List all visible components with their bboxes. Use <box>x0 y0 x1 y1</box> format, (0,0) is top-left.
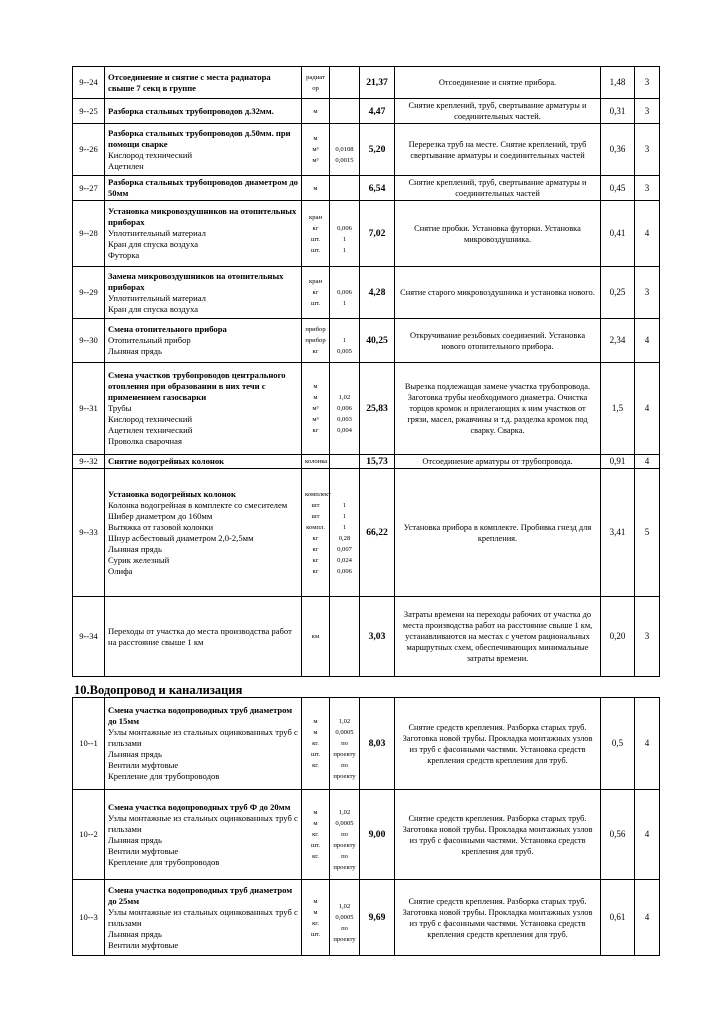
unit-cell <box>302 319 330 363</box>
table-row <box>73 469 660 597</box>
material-name: Узлы монтажные из стальных оцинкованных труб с гильзами <box>108 906 298 928</box>
table-row <box>73 319 660 363</box>
quantity-value <box>333 183 356 194</box>
coefficient: 0,31 <box>601 99 635 124</box>
worker-grade: 3 <box>635 597 660 677</box>
unit-value: м³ <box>312 146 319 153</box>
time-rate: 9,00 <box>360 790 395 880</box>
item-code: 9--33 <box>73 469 105 597</box>
quantity-value: 0,006 <box>337 567 352 575</box>
quantity-cell <box>330 319 360 363</box>
quantity-value: по проекту <box>333 831 356 849</box>
time-rate: 7,02 <box>360 201 395 267</box>
item-code: 9--27 <box>73 176 105 201</box>
unit-cell <box>302 469 330 597</box>
work-content: Снятие средств крепления. Разборка старых труб. Заготовка новой трубы. Прокладка монтажных узлов из труб с фасонными частями. Установка средств крепления для труб. <box>395 790 601 880</box>
table-row <box>73 597 660 677</box>
material-name: Льняная прядь <box>108 928 162 939</box>
work-title: Разборка стальных трубопроводов д.32мм. <box>108 105 274 116</box>
time-rate: 6,54 <box>360 176 395 201</box>
table-row <box>73 455 660 469</box>
quantity-value: по проекту <box>333 762 356 780</box>
quantity-value <box>333 324 356 335</box>
quantity-value <box>333 212 356 223</box>
item-code: 9--25 <box>73 99 105 124</box>
quantity-value <box>333 276 356 287</box>
work-content: Снятие пробки. Установка футорки. Установка микровоздушника. <box>395 201 601 267</box>
unit-value: кг <box>312 427 319 434</box>
work-content: Вырезка подлежащая замене участка трубопровода. Заготовка трубы необходимого диаметра. Очистка торцов кромок и прилегающих к ним участков от грязи, масел, ржавчины и т.д. разделка кромок под сварку. Сварка. <box>395 363 601 455</box>
quantity-cell <box>330 267 360 319</box>
item-code: 9--24 <box>73 67 105 99</box>
material-name: Крепление для трубопроводов <box>108 856 220 867</box>
unit-value: кг. <box>312 853 319 860</box>
work-content: Перерезка труб на месте. Снятие креплений, труб свертывание арматуры и соединительных частей <box>395 124 601 176</box>
material-name: Вентили муфтовые <box>108 760 179 770</box>
quantity-value: 1 <box>342 246 347 254</box>
worker-grade: 4 <box>635 319 660 363</box>
quantity-cell <box>330 698 360 790</box>
quantity-value: 0,005 <box>337 348 352 355</box>
unit-value: кг <box>312 348 319 355</box>
quantity-value <box>333 106 356 117</box>
item-code: 10--2 <box>73 790 105 880</box>
unit-cell <box>302 201 330 267</box>
unit-value: м <box>313 908 318 916</box>
work-title: Разборка стальных трубопроводов д.50мм. при помощи сварке <box>108 127 291 149</box>
item-code: 9--29 <box>73 267 105 319</box>
work-content: Снятие креплений, труб, свертывание арматуры и соединительных частей. <box>395 99 601 124</box>
material-name: Узлы монтажные из стальных оцинкованных труб с гильзами <box>108 812 298 834</box>
unit-cell <box>302 455 330 469</box>
unit-value: кг <box>312 567 319 575</box>
material-name: Вентили муфтовые <box>108 845 179 856</box>
work-description-cell <box>105 597 302 677</box>
unit-value: кг. <box>312 919 319 927</box>
quantity-value: 0,007 <box>337 545 352 553</box>
work-description-cell <box>105 267 302 319</box>
work-title: Смена отопительного прибора <box>108 324 227 334</box>
work-content: Снятие старого микровоздушника и установка нового. <box>395 267 601 319</box>
quantity-value: 0,0005 <box>335 914 354 921</box>
unit-value: кг. <box>312 831 319 838</box>
unit-cell <box>302 267 330 319</box>
quantity-value: 1 <box>342 501 347 509</box>
quantity-value <box>333 890 356 901</box>
item-code: 9--34 <box>73 597 105 677</box>
unit-cell <box>302 698 330 790</box>
unit-value: м³ <box>312 416 319 423</box>
quantity-cell <box>330 201 360 267</box>
coefficient: 0,20 <box>601 597 635 677</box>
work-description-cell <box>105 790 302 880</box>
time-rate: 3,03 <box>360 597 395 677</box>
material-name: Шнур асбестовый диаметром 2,0-2,5мм <box>108 532 254 543</box>
quantity-value: 0,0015 <box>335 157 354 164</box>
worker-grade: 3 <box>635 67 660 99</box>
quantity-value: 1 <box>342 235 347 243</box>
unit-value: кран <box>309 278 322 285</box>
quantity-cell <box>330 469 360 597</box>
quantity-value: 1,02 <box>338 718 351 725</box>
time-rate: 25,83 <box>360 363 395 455</box>
unit-value: кг <box>312 224 319 232</box>
material-name: Олифа <box>108 565 133 576</box>
quantity-cell <box>330 597 360 677</box>
work-description-cell <box>105 469 302 597</box>
coefficient: 0,61 <box>601 880 635 956</box>
work-description-cell <box>105 698 302 790</box>
table-row <box>73 790 660 880</box>
coefficient: 0,91 <box>601 455 635 469</box>
quantity-value: 1 <box>342 512 347 520</box>
worker-grade: 4 <box>635 790 660 880</box>
material-name: Крепление для трубопроводов <box>108 771 220 781</box>
quantity-value: 0,006 <box>337 405 352 412</box>
quantity-value <box>333 381 356 392</box>
unit-cell <box>302 124 330 176</box>
unit-value: кг. <box>312 762 319 769</box>
time-rate: 5,20 <box>360 124 395 176</box>
coefficient: 1,48 <box>601 67 635 99</box>
work-description-cell <box>105 124 302 176</box>
unit-value: м <box>313 809 318 816</box>
unit-value: м <box>313 897 318 905</box>
work-description-cell <box>105 455 302 469</box>
time-rate: 8,03 <box>360 698 395 790</box>
quantity-cell <box>330 455 360 469</box>
quantity-value <box>333 456 356 467</box>
unit-cell <box>302 363 330 455</box>
section-title: 10.Водопровод и канализация <box>74 683 243 697</box>
work-description-cell <box>105 201 302 267</box>
work-content: Затраты времени на переходы рабочих от участка до места производства работ на расстояние свыше 1 км, устанавливаются на местах с учетом рациональных маршрутных схем, обеспечивающих минимальные затраты времени. <box>395 597 601 677</box>
unit-value: кг <box>312 534 319 542</box>
work-title: Смена участка водопроводных труб Ф до 20мм <box>108 801 291 812</box>
material-name: Колонка водогрейная в комплекте со смесителем <box>108 499 288 510</box>
unit-value: шт. <box>310 246 321 254</box>
unit-value: шт. <box>310 842 321 849</box>
material-name: Ацетилен технический <box>108 425 193 435</box>
coefficient: 1,5 <box>601 363 635 455</box>
material-name: Кислород технический <box>108 149 193 160</box>
quantity-value: 0,006 <box>337 224 352 232</box>
unit-cell <box>302 99 330 124</box>
quantity-value: 1 <box>342 300 347 307</box>
quantity-cell <box>330 99 360 124</box>
worker-grade: 5 <box>635 469 660 597</box>
quantity-value <box>333 705 356 716</box>
table-row <box>73 67 660 99</box>
material-name: Льняная прядь <box>108 346 162 356</box>
quantity-value <box>333 489 356 500</box>
quantity-value <box>333 133 356 144</box>
work-description-cell <box>105 99 302 124</box>
unit-cell <box>302 176 330 201</box>
work-description-cell <box>105 880 302 956</box>
quantity-cell <box>330 363 360 455</box>
material-name: Льняная прядь <box>108 543 162 554</box>
quantity-value: 1 <box>342 337 347 344</box>
material-name: Переходы от участка до места производства работ на расстояние свыше 1 км <box>108 625 292 647</box>
quantity-cell <box>330 67 360 99</box>
time-rate: 9,69 <box>360 880 395 956</box>
work-title: Смена участка водопроводных труб диаметром до 15мм <box>108 705 293 726</box>
time-rate: 15,73 <box>360 455 395 469</box>
work-title: Смена участка водопроводных труб диаметром до 25мм <box>108 884 293 906</box>
material-name: Льняная прядь <box>108 834 162 845</box>
quantity-value <box>333 796 356 807</box>
unit-value: м <box>313 820 318 827</box>
quantity-value: по проекту <box>333 853 356 871</box>
material-name: Узлы монтажные из стальных оцинкованных труб с гильзами <box>108 727 298 748</box>
unit-value: кран <box>309 213 322 221</box>
work-title: Смена участков трубопроводов центрального отопления при образовании в них течи с применением газосварки <box>108 370 286 402</box>
unit-value: кг <box>312 289 319 296</box>
table-row <box>73 176 660 201</box>
work-content: Снятие креплений, труб, свертывание арматуры и соединительных частей <box>395 176 601 201</box>
unit-value: шт <box>311 501 320 509</box>
unit-value: м <box>313 135 318 142</box>
work-description-cell <box>105 319 302 363</box>
work-content: Отсоединение и снятие прибора. <box>395 67 601 99</box>
coefficient: 3,41 <box>601 469 635 597</box>
unit-cell <box>302 790 330 880</box>
quantity-cell <box>330 790 360 880</box>
material-name: Кран для спуска воздуха <box>108 239 199 249</box>
quantity-value <box>333 631 356 642</box>
unit-cell <box>302 880 330 956</box>
quantity-cell <box>330 124 360 176</box>
norms-table-heating <box>72 66 660 677</box>
item-code: 9--26 <box>73 124 105 176</box>
time-rate: 40,25 <box>360 319 395 363</box>
worker-grade: 3 <box>635 124 660 176</box>
unit-value: м <box>313 383 318 390</box>
quantity-value: 1,02 <box>338 903 351 910</box>
material-name: Кислород технический <box>108 414 193 424</box>
quantity-value: 0,0005 <box>335 820 354 827</box>
quantity-value <box>333 77 356 88</box>
unit-value: прибор <box>305 326 326 333</box>
table-row <box>73 267 660 319</box>
unit-value: шт <box>311 512 320 520</box>
work-description-cell <box>105 176 302 201</box>
material-name: Проволка сварочная <box>108 436 182 446</box>
work-content: Снятие средств крепления. Разборка старых труб. Заготовка новой трубы. Прокладка монтажных узлов из труб с фасонными частями. Установка средств крепления средств крепления для труб. <box>395 880 601 956</box>
work-title: Замена микровоздушников на отопительных приборах <box>108 270 284 292</box>
coefficient: 0,25 <box>601 267 635 319</box>
worker-grade: 3 <box>635 267 660 319</box>
work-title: Разборка стальных трубопроводов диаметром до 50мм <box>108 177 298 198</box>
material-name: Льняная прядь <box>108 749 162 759</box>
work-title: Отсоединение и снятие с места радиатора свыше 7 секц в группе <box>108 71 271 93</box>
quantity-value: 1 <box>342 523 347 531</box>
table-row <box>73 124 660 176</box>
quantity-cell <box>330 880 360 956</box>
unit-value: кг <box>312 556 319 564</box>
quantity-value: по проекту <box>333 740 356 758</box>
worker-grade: 3 <box>635 176 660 201</box>
unit-value: прибор <box>305 337 326 344</box>
unit-value: м <box>313 184 318 192</box>
item-code: 10--3 <box>73 880 105 956</box>
table-row <box>73 880 660 956</box>
table-row <box>73 99 660 124</box>
unit-value: шт. <box>310 930 321 938</box>
material-name: Уплотнительный материал <box>108 228 206 238</box>
unit-value: шт. <box>310 751 321 758</box>
worker-grade: 4 <box>635 455 660 469</box>
quantity-value: 0,006 <box>337 289 352 296</box>
work-title: Снятие водогрейных колонок <box>108 456 225 466</box>
unit-value: км <box>311 633 320 640</box>
quantity-cell <box>330 176 360 201</box>
material-name: Вытяжка от газовой колонки <box>108 521 214 532</box>
item-code: 9--31 <box>73 363 105 455</box>
item-code: 9--28 <box>73 201 105 267</box>
worker-grade: 3 <box>635 99 660 124</box>
worker-grade: 4 <box>635 201 660 267</box>
coefficient: 0,45 <box>601 176 635 201</box>
worker-grade: 4 <box>635 880 660 956</box>
unit-value: м <box>313 107 318 115</box>
quantity-value: 1,02 <box>338 809 351 816</box>
item-code: 9--30 <box>73 319 105 363</box>
unit-value: колонка <box>305 458 328 465</box>
unit-value: компл. <box>306 523 325 531</box>
quantity-value: 1,02 <box>338 394 351 401</box>
worker-grade: 4 <box>635 363 660 455</box>
material-name: Кран для спуска воздуха <box>108 303 199 314</box>
material-name: Трубы <box>108 403 132 413</box>
work-content: Отсоединение арматуры от трубопровода. <box>395 455 601 469</box>
unit-value: м³ <box>312 157 319 164</box>
work-title: Установка микровоздушников на отопительных приборах <box>108 206 297 227</box>
quantity-value: 0,28 <box>338 534 351 542</box>
quantity-value: по проекту <box>333 925 356 943</box>
time-rate: 4,28 <box>360 267 395 319</box>
material-name: Сурик железный <box>108 554 170 565</box>
unit-value: радиат ор <box>306 73 325 92</box>
unit-value: м <box>313 394 318 401</box>
unit-value: комплект <box>305 490 331 498</box>
table-row <box>73 698 660 790</box>
material-name: Отопительный прибор <box>108 335 191 345</box>
quantity-value: 0,024 <box>337 556 352 564</box>
work-content: Снятие средств крепления. Разборка старых труб. Заготовка новой трубы. Прокладка монтажных узлов из труб с фасонными частями. Установка средств крепления средств крепления для труб. <box>395 698 601 790</box>
item-code: 9--32 <box>73 455 105 469</box>
material-name: Шибер диаметром до 160мм <box>108 510 213 521</box>
work-title: Установка водогрейных колонок <box>108 488 236 499</box>
unit-value: шт. <box>310 300 321 307</box>
work-content: Откручивание резьбовых соединений. Установка нового отопительного прибора. <box>395 319 601 363</box>
quantity-value: 0,0108 <box>335 146 354 153</box>
coefficient: 0,5 <box>601 698 635 790</box>
unit-cell <box>302 67 330 99</box>
unit-value: шт. <box>310 235 321 243</box>
time-rate: 4,47 <box>360 99 395 124</box>
unit-value: кг. <box>312 740 319 747</box>
coefficient: 2,34 <box>601 319 635 363</box>
coefficient: 0,41 <box>601 201 635 267</box>
unit-value: м <box>313 718 318 725</box>
norms-table-water <box>72 697 660 956</box>
unit-cell <box>302 597 330 677</box>
work-description-cell <box>105 363 302 455</box>
quantity-value: 0,004 <box>337 427 352 434</box>
unit-value: м <box>313 729 318 736</box>
quantity-value: 0,0005 <box>335 729 354 736</box>
material-name: Футорка <box>108 250 140 260</box>
coefficient: 0,56 <box>601 790 635 880</box>
time-rate: 21,37 <box>360 67 395 99</box>
time-rate: 66,22 <box>360 469 395 597</box>
work-description-cell <box>105 67 302 99</box>
material-name: Ацетилен <box>108 160 144 171</box>
coefficient: 0,36 <box>601 124 635 176</box>
table-row <box>73 363 660 455</box>
table-row <box>73 201 660 267</box>
unit-value: м³ <box>312 405 319 412</box>
unit-value: кг <box>312 545 319 553</box>
quantity-value: 0,003 <box>337 416 352 423</box>
material-name: Уплотнительный материал <box>108 292 206 303</box>
material-name: Вентили муфтовые <box>108 939 179 950</box>
item-code: 10--1 <box>73 698 105 790</box>
worker-grade: 4 <box>635 698 660 790</box>
work-content: Установка прибора в комплекте. Пробивка гнезд для крепления. <box>395 469 601 597</box>
